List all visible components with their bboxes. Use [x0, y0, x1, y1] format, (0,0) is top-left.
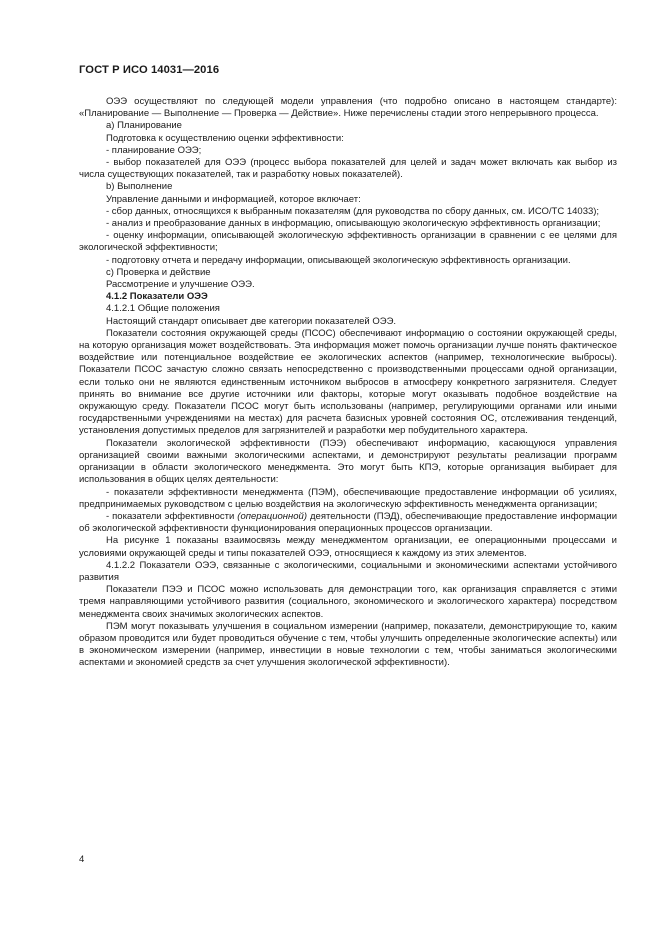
list-item: - выбор показателей для ОЭЭ (процесс выбора показателей для целей и задач может включать как выбор из числа существующих показателей, так и разработку новых показателей).	[79, 157, 617, 181]
section-heading: 4.1.2 Показатели ОЭЭ	[106, 291, 208, 303]
paragraph: На рисунке 1 показаны взаимосвязь между менеджментом организации, ее операционными процессами и условиями окружающей среды и типы показателей ОЭЭ, относящиеся к каждому из этих элементов.	[79, 535, 617, 559]
list-item-text: - показатели эффективности	[106, 510, 238, 522]
list-heading: a) Планирование	[106, 120, 182, 132]
list-item: - показатели эффективности менеджмента (ПЭМ), обеспечивающие предоставление информации об усилиях, предпринимаемых руководством с целью воздействия на экологическую эффективность менеджмента организации;	[79, 486, 617, 510]
list-heading: b) Выполнение	[106, 181, 173, 193]
list-item	[79, 511, 617, 535]
paragraph: Рассмотрение и улучшение ОЭЭ.	[106, 279, 255, 291]
paragraph: ОЭЭ осуществляют по следующей модели управления (что подробно описано в настоящем стандарте): «Планирование — Выполнение — Проверка — Действие». Ниже перечислены стадии этого непрерывного процесса.	[79, 96, 617, 120]
subsection-heading: 4.1.2.1 Общие положения	[106, 303, 220, 315]
paragraph: Управление данными и информацией, которое включает:	[106, 193, 361, 205]
document-body	[79, 96, 617, 670]
italic-term: (операционной)	[237, 510, 307, 522]
document-header: ГОСТ Р ИСО 14031—2016	[79, 64, 220, 76]
list-item: - оценку информации, описывающей экологическую эффективность организации в сравнении с ее целями для экологической эффективности;	[79, 230, 617, 254]
list-item: - подготовку отчета и передачу информации, описывающей экологическую эффективность организации.	[106, 254, 571, 266]
list-item: - планирование ОЭЭ;	[106, 144, 202, 156]
paragraph: ПЭМ могут показывать улучшения в социальном измерении (например, показатели, демонстрирующие то, каким образом проводится или будет проводиться обучение с тем, чтобы улучшить определенные экологические аспекты) или в экономическом измерении (например, инвестиции в новые технологии с тем, чтобы заниматься экологическими аспектами и экономией средств за счет улучшения экологической эффективности).	[79, 620, 617, 669]
subsection-heading: 4.1.2.2 Показатели ОЭЭ, связанные с экологическими, социальными и экономическими аспектами устойчивого развития	[79, 559, 617, 583]
paragraph: Показатели экологической эффективности (ПЭЭ) обеспечивают информацию, касающуюся управления организацией своими важными экологическими аспектами, и демонстрируют результаты реализации программ организации в области экологического менеджмента. Это могут быть КПЭ, которые организация выбирает для использования в общих целях деятельности:	[79, 437, 617, 486]
list-heading: c) Проверка и действие	[106, 266, 211, 278]
paragraph: Показатели ПЭЭ и ПСОС можно использовать для демонстрации того, как организация справляется с этими тремя направляющими устойчивого развития (социального, экономического и экологического характера) посредством менеджмента своих значимых экологических аспектов.	[79, 584, 617, 620]
list-item-text: деятельности (ПЭД), обеспечивающие предоставление информации об экологической эффективности функционирования операционных процессов организации.	[79, 510, 617, 535]
paragraph: Настоящий стандарт описывает две категории показателей ОЭЭ.	[106, 315, 397, 327]
paragraph: Подготовка к осуществлению оценки эффективности:	[106, 132, 344, 144]
paragraph: Показатели состояния окружающей среды (ПСОС) обеспечивают информацию о состоянии окружающей среды, на которую организация может воздействовать. Эта информация может помочь организации лучше понять фактическое воздействие или потенциальное воздействие ее экологических аспектов (например, технологические выбросы). Показатели ПСОС зачастую сложно связать непосредственно с производственными процессами одной организации, если только они не являются единственным источником выбросов в атмосферу конкретного загрязнителя. Следует принять во внимание все другие источники или факторы, которые могут оказывать подобное воздействие на окружающую среду. Показатели ПСОС могут быть использованы (например, регулирующими органами или иными государственными учреждениями на местах) для расчета базисных уровней состояния ОС, отслеживания тенденций, установления допустимых пределов для загрязнителей и разработки мер побудительного характера.	[79, 327, 617, 437]
page-number: 4	[79, 854, 85, 865]
list-item: - анализ и преобразование данных в информацию, описывающую экологическую эффективность организации;	[106, 218, 601, 230]
list-item: - сбор данных, относящихся к выбранным показателям (для руководства по сбору данных, см. ИСО/ТС 14033);	[106, 205, 600, 217]
